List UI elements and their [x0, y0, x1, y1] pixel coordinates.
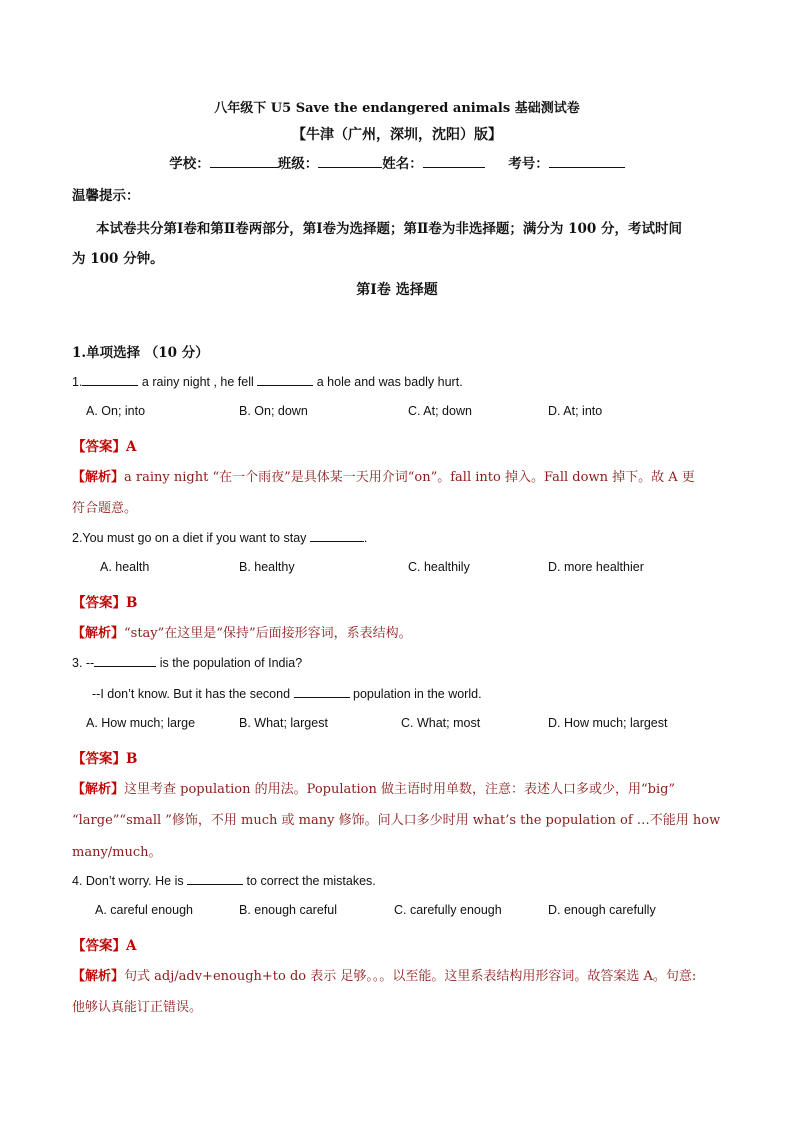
question-3-answer: 【答案】B	[72, 751, 138, 767]
question-2-option-a[interactable]: A. health	[100, 560, 150, 574]
question-2-option-b[interactable]: B. healthy	[239, 560, 295, 574]
question-2-answer: 【答案】B	[72, 595, 138, 611]
school-blank[interactable]	[210, 155, 278, 168]
question-1-option-d[interactable]: D. At; into	[548, 404, 603, 418]
question-3-option-b[interactable]: B. What; largest	[239, 716, 328, 730]
edition-label: 【牛津（广州，深圳，沈阳）版】	[292, 127, 502, 143]
question-2-option-d[interactable]: D. more healthier	[548, 560, 644, 574]
question-4-option-d[interactable]: D. enough carefully	[548, 903, 656, 917]
question-4-analysis-cont: 他够认真能订正错误。	[72, 1000, 203, 1015]
school-label: 学校：	[169, 156, 210, 172]
question-3-option-a[interactable]: A. How much; large	[86, 716, 196, 730]
question-3-option-d[interactable]: D. How much; largest	[548, 716, 668, 730]
question-3-option-c[interactable]: C. What; most	[401, 716, 481, 730]
answer-blank[interactable]	[310, 529, 364, 542]
question-2-analysis: 【解析】“stay”在这里是“保持”后面接形容词，系表结构。	[72, 626, 412, 641]
question-1-analysis: 【解析】a rainy night “在一个雨夜”是具体某一天用介词“on”。fall into 掉入。Fall down 掉下。故 A 更	[72, 470, 695, 485]
answer-blank[interactable]	[187, 872, 243, 885]
question-3-analysis-cont: “large”“small ”修饰，不用 much 或 many 修饰。问人口多少时用 what’s the population of …不能用 how	[72, 813, 721, 828]
question-3-analysis: 【解析】这里考查 population 的用法。Population 做主语时用单数，注意：表述人口多或少，用“big”	[72, 782, 676, 797]
name-label: 姓名：	[382, 156, 423, 172]
section-title: 第Ⅰ卷 选择题	[356, 282, 438, 298]
question-1-answer: 【答案】A	[72, 439, 137, 455]
question-4-option-b[interactable]: B. enough careful	[239, 903, 337, 917]
question-1-option-b[interactable]: B. On; down	[239, 404, 308, 418]
question-1-option-c[interactable]: C. At; down	[408, 404, 472, 418]
tips-line-2: 为 100 分钟。	[72, 251, 164, 267]
question-4-option-c[interactable]: C. carefully enough	[394, 903, 502, 917]
tips-label: 温馨提示：	[72, 188, 140, 204]
question-3-stem: 3. -- is the population of India?	[72, 656, 303, 670]
question-1-stem: 1. a rainy night , he fell a hole and was badly hurt.	[72, 375, 463, 389]
exam-title: 八年级下 U5 Save the endangered animals 基础测试卷	[214, 101, 580, 116]
question-4-option-a[interactable]: A. careful enough	[95, 903, 193, 917]
number-blank[interactable]	[549, 155, 625, 168]
question-1-option-a[interactable]: A. On; into	[86, 404, 146, 418]
question-4-stem: 4. Don’t worry. He is to correct the mistakes.	[72, 874, 376, 888]
name-blank[interactable]	[423, 155, 485, 168]
answer-blank[interactable]	[257, 373, 313, 386]
answer-blank[interactable]	[82, 373, 138, 386]
question-3-analysis-cont-2: many/much。	[72, 845, 162, 860]
number-label: 考号：	[508, 156, 549, 172]
question-3-stem-2: --I don’t know. But it has the second population in the world.	[92, 687, 482, 701]
class-blank[interactable]	[318, 155, 382, 168]
class-label: 班级：	[277, 156, 319, 172]
part-title: 1.单项选择 （10 分）	[72, 345, 209, 361]
question-2-stem: 2.You must go on a diet if you want to stay .	[72, 531, 368, 545]
answer-blank[interactable]	[94, 654, 156, 667]
question-2-option-c[interactable]: C. healthily	[408, 560, 470, 574]
tips-line-1: 本试卷共分第Ⅰ卷和第Ⅱ卷两部分，第Ⅰ卷为选择题；第Ⅱ卷为非选择题；满分为 100 分，考试时间	[96, 221, 682, 237]
student-info-row	[0, 152, 794, 172]
question-4-analysis: 【解析】句式 adj/adv+enough+to do 表示 足够。。。以至能。这里系表结构用形容词。故答案选 A。句意:	[72, 969, 697, 984]
answer-blank[interactable]	[294, 685, 350, 698]
question-4-answer: 【答案】A	[72, 938, 137, 954]
question-1-analysis-cont: 符合题意。	[72, 501, 138, 516]
